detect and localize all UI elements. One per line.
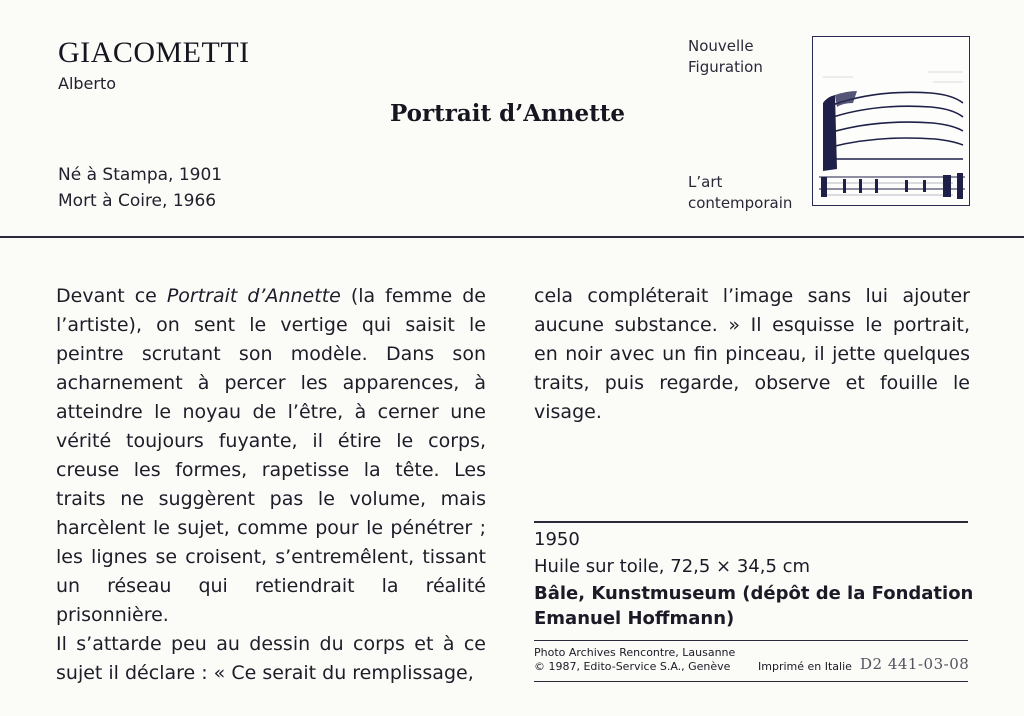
italic-title: Portrait d’Annette xyxy=(166,285,341,307)
artwork-title: Portrait d’Annette xyxy=(390,100,626,127)
museum-building-icon xyxy=(812,36,970,206)
series-label xyxy=(688,36,763,78)
card-code: D2 441-03-08 xyxy=(860,655,970,673)
header-divider xyxy=(0,236,1024,238)
artwork-year: 1950 xyxy=(534,529,580,550)
footer-divider xyxy=(534,681,968,682)
artwork-medium: Huile sur toile, 72,5 × 34,5 cm xyxy=(534,556,811,577)
artwork-location-continued: Emanuel Hoffmann) xyxy=(534,608,735,629)
collection-line-2: contemporain xyxy=(688,194,793,212)
artwork-location: Bâle, Kunstmuseum (dépôt de la Fondation xyxy=(534,583,974,604)
photo-credit: Photo Archives Rencontre, Lausanne xyxy=(534,646,736,659)
paragraph: Il s’attarde peu au dessin du corps et à ce sujet il déclare : « Ce serait du remplissage, xyxy=(56,633,486,684)
death-info: Mort à Coire, 1966 xyxy=(58,191,217,211)
artist-first-name: Alberto xyxy=(58,74,117,93)
artist-name: GIACOMETTI xyxy=(58,36,250,69)
text-column-left xyxy=(56,282,486,688)
credit-divider xyxy=(534,640,968,641)
birth-info: Né à Stampa, 1901 xyxy=(58,165,223,185)
collection-line-1: L’art xyxy=(688,173,723,191)
copyright-notice: © 1987, Edito-Service S.A., Genève xyxy=(534,660,731,673)
paragraph: cela compléterait l’image sans lui ajouter aucune substance. » Il esquisse le portrait, en noir avec un fin pinceau, il jette quelques traits, puis regarde, observe et fouille le visage. xyxy=(534,285,970,423)
series-line-2: Figuration xyxy=(688,58,763,76)
paragraph: Devant ce Portrait d’Annette (la femme de l’artiste), on sent le vertige qui saisit le peintre scrutant son modèle. Dans son acharnement à percer les apparences, à atteindre le noyau de l’être, à cerner une vérité toujours fuyante, il étire le corps, creuse les formes, rapetisse la tête. Les traits ne suggèrent pas le volume, mais harcèlent le sujet, comme pour le pénétrer ; les lignes se croisent, s’entremêlent, tissant un réseau qui retiendrait la réalité prisonnière. xyxy=(56,285,486,626)
text-column-right xyxy=(534,282,970,427)
info-divider xyxy=(534,521,968,523)
series-line-1: Nouvelle xyxy=(688,37,754,55)
collection-label xyxy=(688,172,792,214)
printed-in: Imprimé en Italie xyxy=(758,660,852,673)
